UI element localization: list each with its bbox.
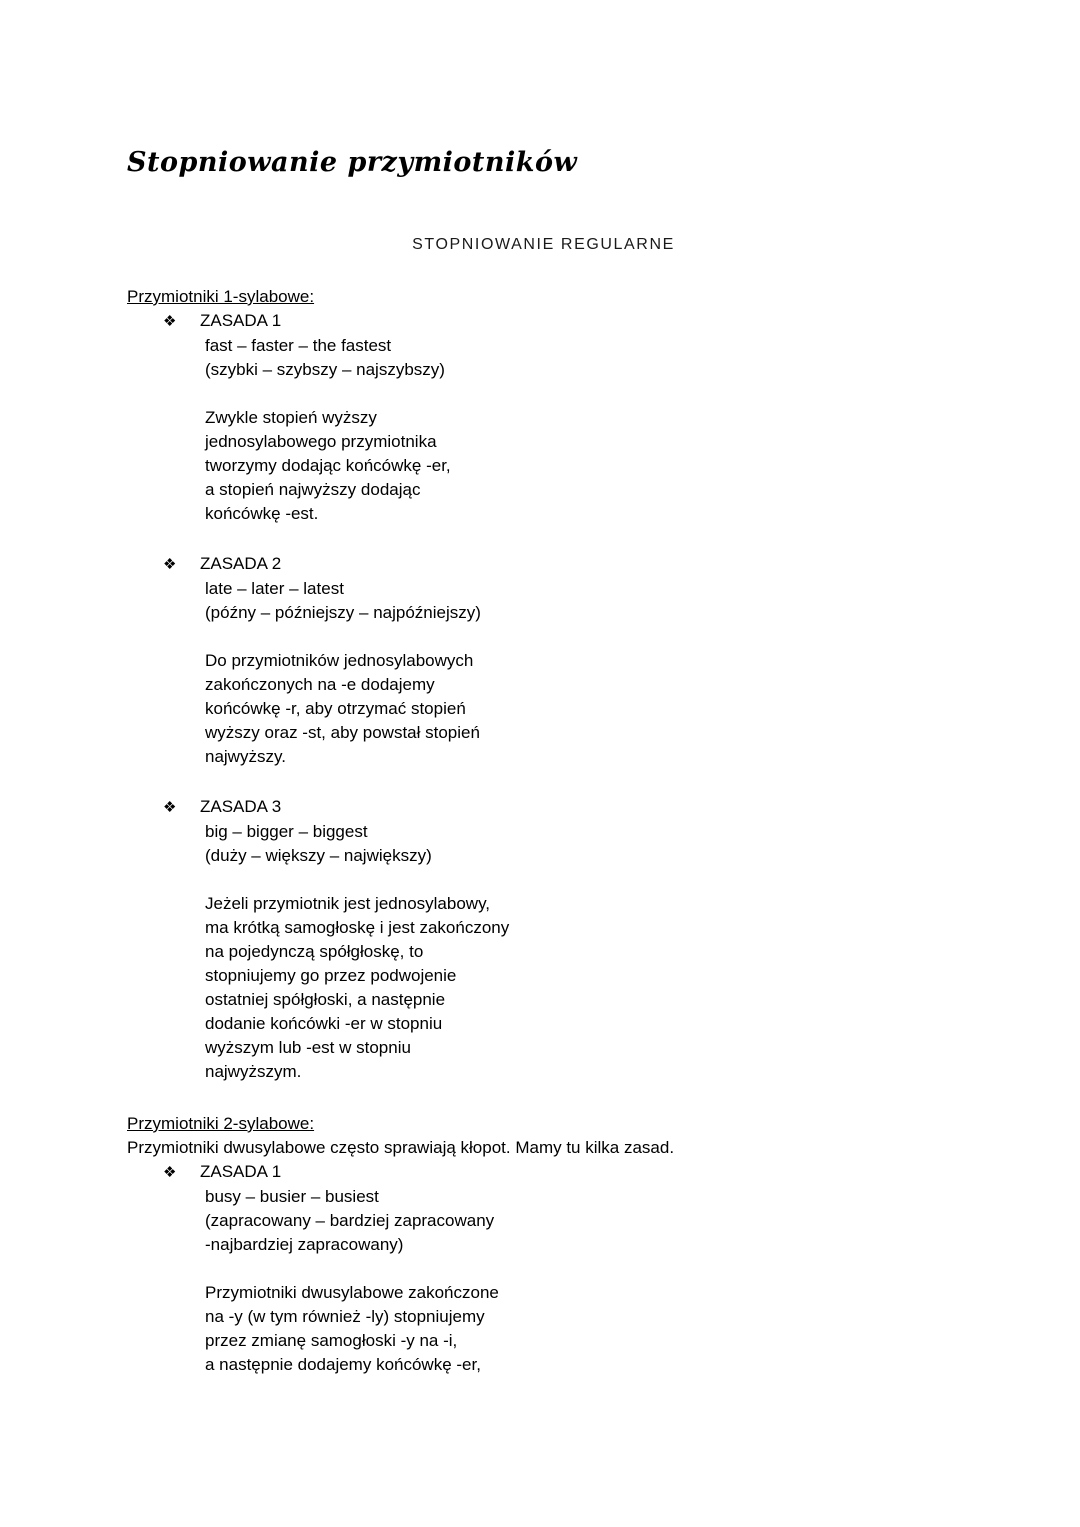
rule-label-row bbox=[127, 552, 960, 577]
example-line: -najbardziej zapracowany) bbox=[205, 1235, 404, 1254]
section-heading: Przymiotniki 2-sylabowe: bbox=[127, 1114, 315, 1133]
diamond-bullet-icon: ❖ bbox=[163, 799, 177, 816]
section-two-syllable bbox=[127, 1112, 960, 1377]
explanation-line: Przymiotniki dwusylabowe zakończone bbox=[205, 1283, 499, 1302]
example-line: (zapracowany – bardziej zapracowany bbox=[205, 1211, 495, 1230]
rule-explanation bbox=[127, 649, 960, 769]
explanation-line: końcówkę -r, aby otrzymać stopień bbox=[205, 699, 466, 718]
rule-explanation bbox=[127, 1281, 960, 1377]
rule-label-row bbox=[127, 1160, 960, 1185]
explanation-line: stopniujemy go przez podwojenie bbox=[205, 966, 457, 985]
explanation-line: ma krótką samogłoskę i jest zakończony bbox=[205, 918, 510, 937]
example-line: big – bigger – biggest bbox=[205, 822, 368, 841]
explanation-line: Do przymiotników jednosylabowych bbox=[205, 651, 474, 670]
rule-block bbox=[127, 309, 960, 526]
rule-example bbox=[127, 334, 960, 382]
explanation-line: najwyższy. bbox=[205, 747, 286, 766]
example-line: fast – faster – the fastest bbox=[205, 336, 392, 355]
rule-label-row bbox=[127, 795, 960, 820]
main-heading: STOPNIOWANIE REGULARNE bbox=[412, 236, 675, 253]
explanation-line: Jeżeli przymiotnik jest jednosylabowy, bbox=[205, 894, 491, 913]
example-line: (późny – późniejszy – najpóźniejszy) bbox=[205, 603, 481, 622]
rule-example bbox=[127, 1185, 960, 1257]
explanation-line: wyższym lub -est w stopniu bbox=[205, 1038, 411, 1057]
section-heading: Przymiotniki 1-sylabowe: bbox=[127, 287, 315, 306]
explanation-line: na -y (w tym również -ly) stopniujemy bbox=[205, 1307, 485, 1326]
rule-explanation bbox=[127, 892, 960, 1084]
explanation-line: Zwykle stopień wyższy bbox=[205, 408, 377, 427]
explanation-line: wyższy oraz -st, aby powstał stopień bbox=[205, 723, 480, 742]
rule-label: ZASADA 3 bbox=[200, 797, 282, 816]
rule-label: ZASADA 1 bbox=[200, 1162, 282, 1181]
example-line: busy – busier – busiest bbox=[205, 1187, 379, 1206]
explanation-line: tworzymy dodając końcówkę -er, bbox=[205, 456, 451, 475]
document-title: Stopniowanie przymiotników bbox=[127, 147, 578, 178]
explanation-line: przez zmianę samogłoski -y na -i, bbox=[205, 1331, 458, 1350]
explanation-line: dodanie końcówki -er w stopniu bbox=[205, 1014, 443, 1033]
explanation-line: jednosylabowego przymiotnika bbox=[205, 432, 437, 451]
explanation-line: na pojedynczą spółgłoskę, to bbox=[205, 942, 424, 961]
rule-explanation bbox=[127, 406, 960, 526]
example-line: (szybki – szybszy – najszybszy) bbox=[205, 360, 445, 379]
section-one-syllable bbox=[127, 285, 960, 1084]
rule-label-row bbox=[127, 309, 960, 334]
diamond-bullet-icon: ❖ bbox=[163, 556, 177, 573]
example-line: (duży – większy – największy) bbox=[205, 846, 432, 865]
section-intro: Przymiotniki dwusylabowe często sprawiają kłopot. Mamy tu kilka zasad. bbox=[127, 1138, 675, 1157]
explanation-line: a stopień najwyższy dodając bbox=[205, 480, 421, 499]
explanation-line: najwyższym. bbox=[205, 1062, 302, 1081]
explanation-line: a następnie dodajemy końcówkę -er, bbox=[205, 1355, 481, 1374]
explanation-line: ostatniej spółgłoski, a następnie bbox=[205, 990, 446, 1009]
rule-label: ZASADA 2 bbox=[200, 554, 282, 573]
example-line: late – later – latest bbox=[205, 579, 344, 598]
rule-example bbox=[127, 820, 960, 868]
diamond-bullet-icon: ❖ bbox=[163, 1164, 177, 1181]
rule-example bbox=[127, 577, 960, 625]
rule-block bbox=[127, 795, 960, 1084]
explanation-line: końcówkę -est. bbox=[205, 504, 319, 523]
diamond-bullet-icon: ❖ bbox=[163, 313, 177, 330]
rule-label: ZASADA 1 bbox=[200, 311, 282, 330]
rule-block bbox=[127, 552, 960, 769]
explanation-line: zakończonych na -e dodajemy bbox=[205, 675, 435, 694]
rule-block bbox=[127, 1160, 960, 1377]
